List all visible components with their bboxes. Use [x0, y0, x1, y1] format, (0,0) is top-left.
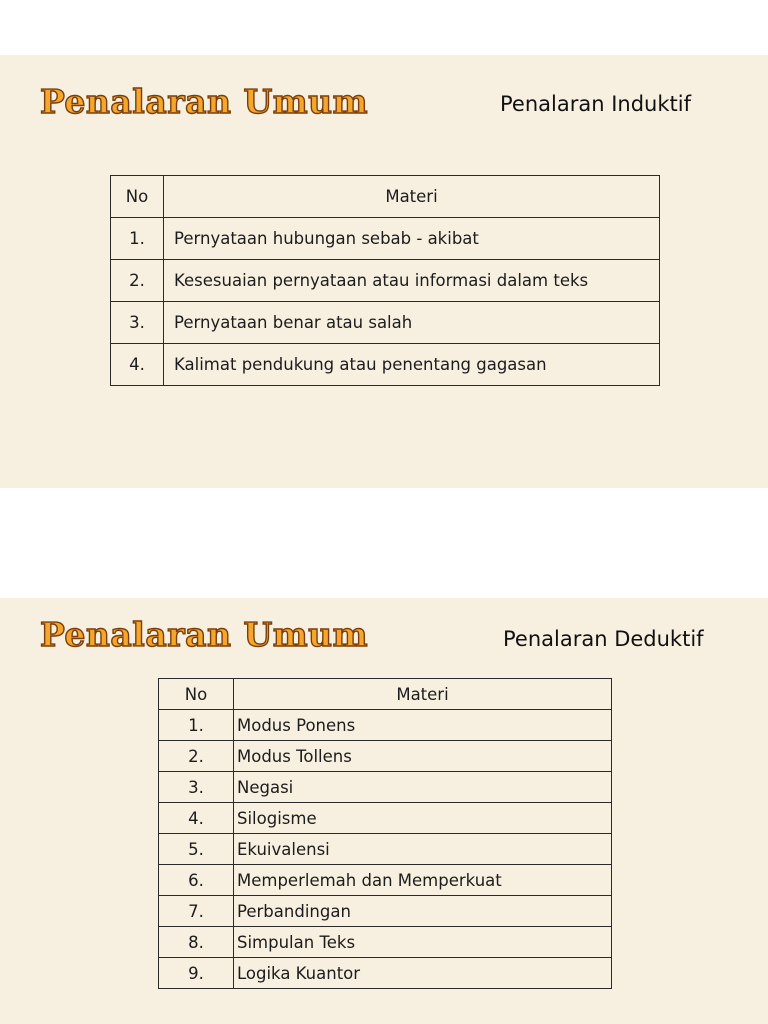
row-number: 3.: [111, 302, 164, 344]
row-materi: Logika Kuantor: [234, 958, 612, 989]
table-row: [111, 302, 660, 344]
row-number: 2.: [159, 741, 234, 772]
table-header-row: [159, 679, 612, 710]
header-materi: Materi: [164, 176, 660, 218]
row-number: 8.: [159, 927, 234, 958]
header-no: No: [111, 176, 164, 218]
row-materi: Modus Tollens: [234, 741, 612, 772]
row-materi: Simpulan Teks: [234, 927, 612, 958]
row-materi: Kalimat pendukung atau penentang gagasan: [164, 344, 660, 386]
table-row: [159, 772, 612, 803]
header-no: No: [159, 679, 234, 710]
row-materi: Pernyataan hubungan sebab - akibat: [164, 218, 660, 260]
materi-table: [110, 175, 660, 386]
table-row: [111, 260, 660, 302]
row-number: 1.: [111, 218, 164, 260]
row-number: 7.: [159, 896, 234, 927]
row-number: 4.: [111, 344, 164, 386]
table-row: [159, 741, 612, 772]
row-number: 3.: [159, 772, 234, 803]
penalaran-umum-logo: Penalaran Umum: [40, 615, 369, 654]
row-materi: Perbandingan: [234, 896, 612, 927]
table-row: [159, 958, 612, 989]
table-row: [159, 896, 612, 927]
header-materi: Materi: [234, 679, 612, 710]
row-materi: Pernyataan benar atau salah: [164, 302, 660, 344]
slide-subtitle: Penalaran Induktif: [500, 92, 691, 116]
row-number: 6.: [159, 865, 234, 896]
table-row: [159, 834, 612, 865]
table-row: [159, 710, 612, 741]
table-row: [159, 865, 612, 896]
row-number: 1.: [159, 710, 234, 741]
row-number: 9.: [159, 958, 234, 989]
materi-table: [158, 678, 612, 989]
table-row: [111, 218, 660, 260]
row-materi: Ekuivalensi: [234, 834, 612, 865]
row-number: 2.: [111, 260, 164, 302]
table-row: [111, 344, 660, 386]
row-materi: Negasi: [234, 772, 612, 803]
table-header-row: [111, 176, 660, 218]
slide-subtitle: Penalaran Deduktif: [503, 627, 704, 651]
slide-penalaran-deduktif: [0, 598, 768, 1024]
row-number: 4.: [159, 803, 234, 834]
slide-penalaran-induktif: [0, 55, 768, 488]
row-materi: Silogisme: [234, 803, 612, 834]
penalaran-umum-logo: Penalaran Umum: [40, 82, 369, 121]
row-number: 5.: [159, 834, 234, 865]
table-row: [159, 803, 612, 834]
row-materi: Memperlemah dan Memperkuat: [234, 865, 612, 896]
row-materi: Modus Ponens: [234, 710, 612, 741]
row-materi: Kesesuaian pernyataan atau informasi dalam teks: [164, 260, 660, 302]
table-row: [159, 927, 612, 958]
